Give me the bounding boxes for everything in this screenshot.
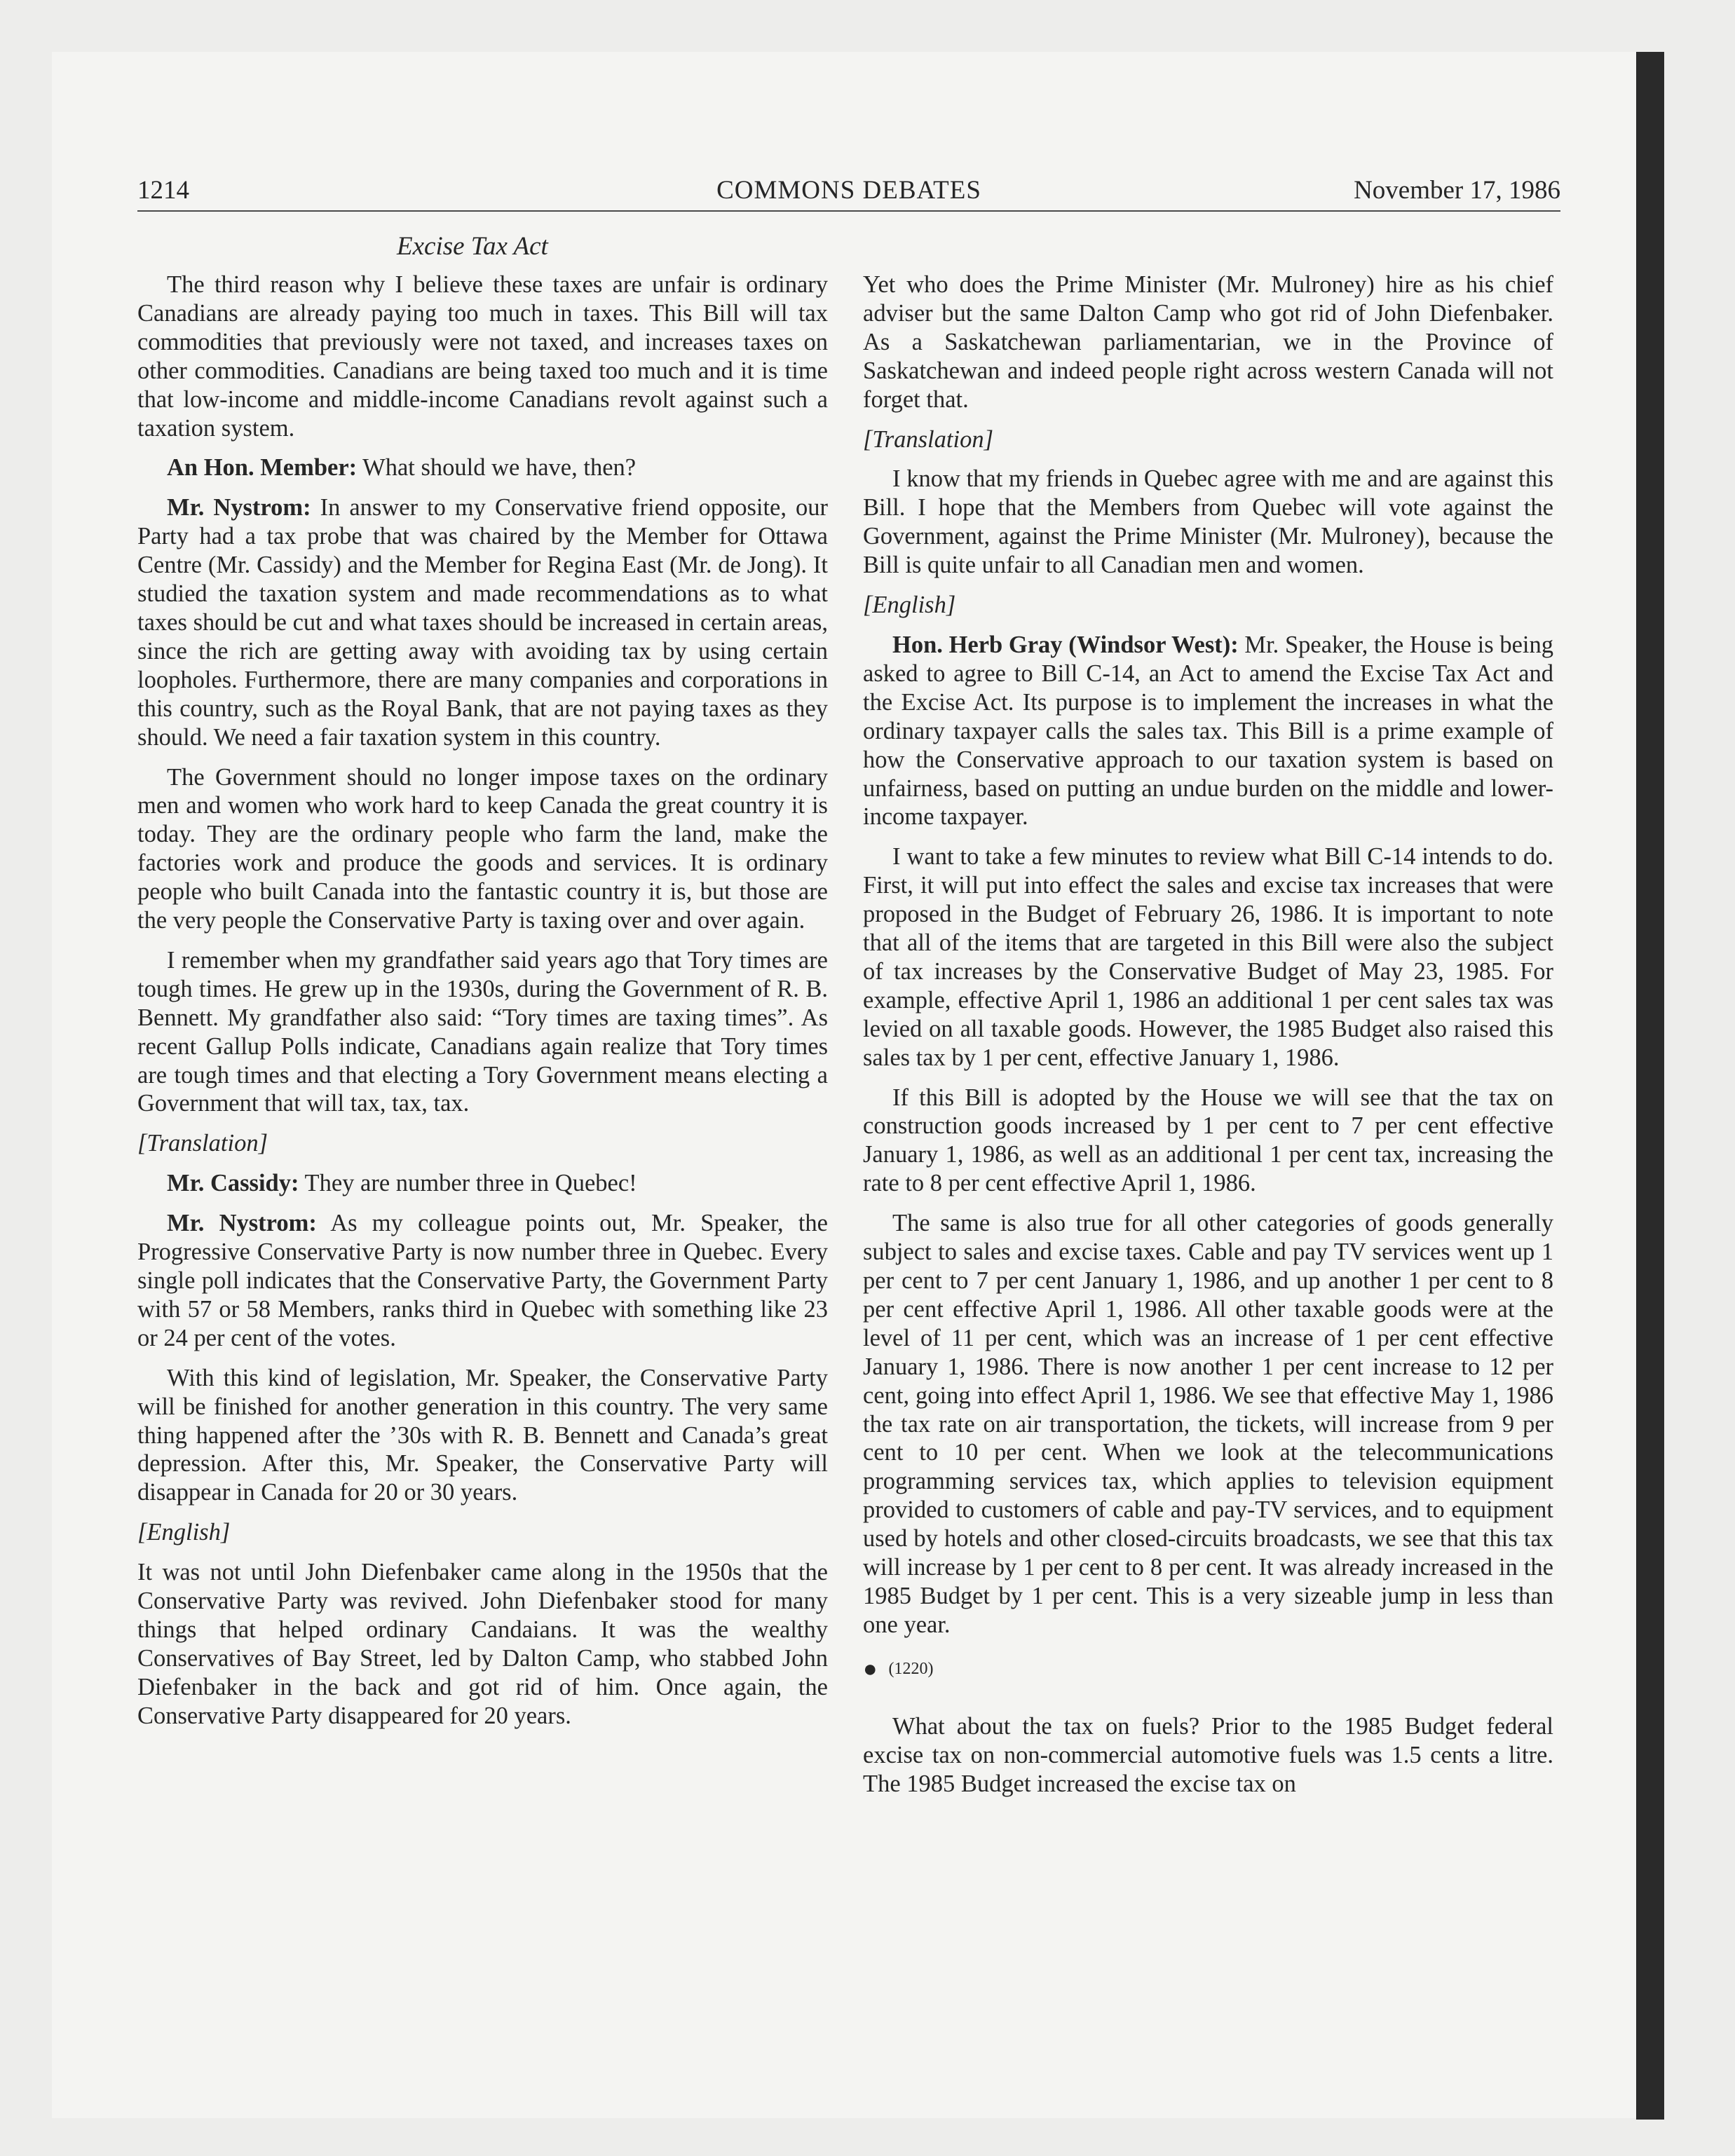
time-marker-text: (1220) bbox=[888, 1659, 934, 1678]
speaker-name: Hon. Herb Gray (Windsor West): bbox=[892, 631, 1239, 658]
paragraph: Yet who does the Prime Minister (Mr. Mulroney) hire as his chief adviser but the same Dalton Camp who got rid of John Diefenbaker. As a Saskatchewan parliamentarian, we in the Province of Saskatchewan and indeed people right across western Canada will not forget that. bbox=[863, 271, 1553, 413]
language-tag: [Translation] bbox=[863, 425, 993, 453]
page-header bbox=[137, 175, 1560, 212]
language-tag: [English] bbox=[863, 592, 956, 619]
speaker-name: Mr. Nystrom: bbox=[167, 494, 311, 521]
scan-edge-shadow bbox=[1636, 52, 1664, 2120]
paragraph: I remember when my grandfather said years ago that Tory times are tough times. He grew up in the 1930s, during the Government of R. B. Bennett. My grandfather also said: “Tory times are taxing times”. As recent Gallup Polls indicate, Canadians again realize that Tory times are tough times and that electing a Tory Government means electing a Government that will tax, tax, tax. bbox=[137, 946, 828, 1117]
speech-text: They are number three in Quebec! bbox=[299, 1170, 637, 1197]
speech bbox=[137, 1209, 828, 1353]
paragraph: I know that my friends in Quebec agree with me and are against this Bill. I hope that the Members from Quebec will vote against the Government, against the Prime Minister (Mr. Mulroney), because the Bill is quite unfair to all Canadian men and women. bbox=[863, 465, 1553, 579]
paragraph: I want to take a few minutes to review what Bill C-14 intends to do. First, it will put into effect the sales and excise tax increases that were proposed in the Budget of February 26, 1986. It is important to note that all of the items that are targeted in this Bill were also the subject of tax increases by the Conservative Budget of May 23, 1985. For example, effective April 1, 1986 an additional 1 per cent sales tax was levied on all taxable goods. However, the 1985 Budget also raised this sales tax by 1 per cent, effective January 1, 1986. bbox=[863, 843, 1553, 1071]
paragraph: With this kind of legislation, Mr. Speaker, the Conservative Party will be finished for another generation in this country. The very same thing happened after the ’30s with R. B. Bennett and Canada’s great depression. After this, Mr. Speaker, the Conservative Party will disappear in Canada for 20 or 30 years. bbox=[137, 1364, 828, 1506]
right-column bbox=[863, 271, 1553, 1809]
speech bbox=[137, 453, 828, 482]
left-column bbox=[137, 271, 828, 1742]
bullet-icon: ● bbox=[863, 1656, 878, 1682]
time-marker bbox=[863, 1655, 1553, 1684]
running-head: Excise Tax Act bbox=[397, 232, 548, 261]
speech bbox=[863, 631, 1553, 831]
language-tag: [Translation] bbox=[137, 1130, 268, 1157]
paragraph: It was not until John Diefenbaker came along in the 1950s that the Conservative Party was revived. John Diefenbaker stood for many things that helped ordinary Candaians. It was the wealthy Conservatives of Bay Street, led by Dalton Camp, who stabbed John Diefenbaker in the back and got rid of him. Once again, the Conservative Party disappeared for 20 years. bbox=[137, 1559, 828, 1729]
paragraph: What about the tax on fuels? Prior to the 1985 Budget federal excise tax on non-commercial automotive fuels was 1.5 cents a litre. The 1985 Budget increased the excise tax on bbox=[863, 1712, 1553, 1797]
language-tag: [English] bbox=[137, 1519, 231, 1546]
speaker-name: Mr. Nystrom: bbox=[167, 1210, 317, 1237]
speech-text: Mr. Speaker, the House is being asked to agree to Bill C-14, an Act to amend the Excise Tax Act and the Excise Act. Its purpose is to implement the increases in what the ordinary taxpayer calls the sales tax. This Bill is a prime example of how the Conservative approach to our taxation system is based on unfairness, based on putting an undue burden on the middle and lower-income taxpayer. bbox=[863, 631, 1553, 831]
page-number: 1214 bbox=[137, 176, 189, 205]
speech-text: What should we have, then? bbox=[357, 454, 637, 482]
speech bbox=[137, 1169, 828, 1198]
paragraph: The third reason why I believe these taxes are unfair is ordinary Canadians are already paying too much in taxes. This Bill will tax commodities that previously were not taxed, and increases taxes on other commodities. Canadians are being taxed too much and it is time that low-income and middle-income Canadians revolt against such a taxation system. bbox=[137, 271, 828, 442]
paragraph: The Government should no longer impose taxes on the ordinary men and women who work hard to keep Canada the great country it is today. They are the ordinary people who farm the land, make the factories work and produce the goods and services. It is ordinary people who built Canada into the fantastic country it is, but those are the very people the Conservative Party is taxing over and over again. bbox=[137, 763, 828, 934]
page-date: November 17, 1986 bbox=[1354, 176, 1560, 205]
paragraph: The same is also true for all other categories of goods generally subject to sales and excise taxes. Cable and pay TV services went up 1 per cent to 7 per cent January 1, 1986, and up another 1 per cent to 8 per cent effective April 1, 1986. All other taxable goods were at the level of 11 per cent, which was an increase of 1 per cent effective January 1, 1986. There is now another 1 per cent increase to 12 per cent, going into effect April 1, 1986. We see that effective May 1, 1986 the tax rate on air transportation, the tickets, will increase from 9 per cent to 10 per cent. When we look at the telecommunications programming services tax, which applies to television equipment provided to customers of cable and pay-TV services, and to equipment used by hotels and other closed-circuits broadcasts, we see that this tax will increase by 1 per cent to 8 per cent. It was already increased in the 1985 Budget by 1 per cent. This is a very sizeable jump in less than one year. bbox=[863, 1210, 1553, 1638]
speaker-name: An Hon. Member: bbox=[167, 454, 358, 482]
speech-text: As my colleague points out, Mr. Speaker, the Progressive Conservative Party is now number three in Quebec. Every single poll indicates that the Conservative Party, the Government Party with 57 or 58 Members, ranks third in Quebec with something like 23 or 24 per cent of the votes. bbox=[137, 1210, 828, 1351]
speech-text: In answer to my Conservative friend opposite, our Party had a tax probe that was chaired by the Member for Ottawa Centre (Mr. Cassidy) and the Member for Regina East (Mr. de Jong). It studied the taxation system and made recommendations as to what taxes should be cut and what taxes should be increased in certain areas, since the rich are getting away with avoiding tax by using certain loopholes. Furthermore, there are many companies and corporations in this country, such as the Royal Bank, that are not paying taxes as they should. We need a fair taxation system in this country. bbox=[137, 494, 828, 751]
speech bbox=[137, 493, 828, 751]
speaker-name: Mr. Cassidy: bbox=[167, 1170, 299, 1197]
publication-title: COMMONS DEBATES bbox=[716, 176, 981, 205]
paragraph: If this Bill is adopted by the House we will see that the tax on construction goods increased by 1 per cent to 7 per cent effective January 1, 1986, as well as an additional 1 per cent tax, increasing the rate to 8 per cent effective April 1, 1986. bbox=[863, 1084, 1553, 1197]
